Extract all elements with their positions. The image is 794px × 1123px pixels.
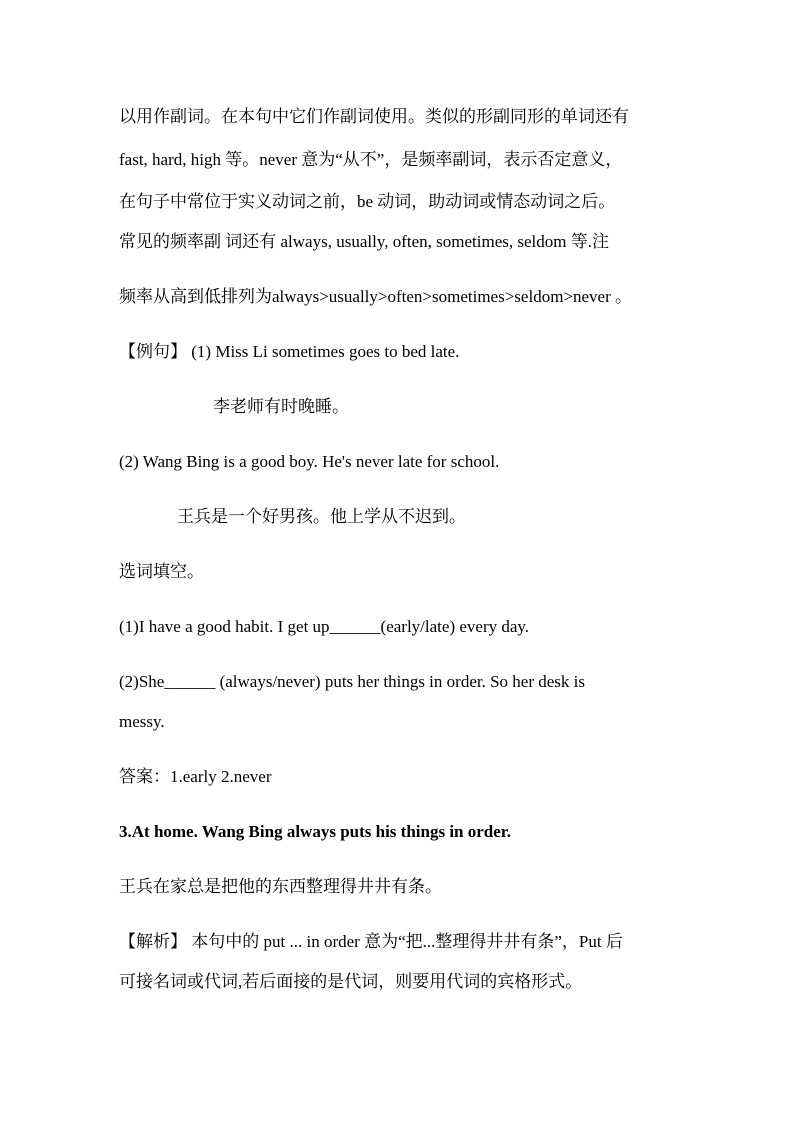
analysis-line: 可接名词或代词,若后面接的是代词，则要用代词的宾格形式。: [119, 972, 583, 991]
example-translation: 王兵是一个好男孩。他上学从不迟到。: [177, 507, 466, 526]
exercise-item-continued: messy.: [119, 712, 165, 731]
example-sentence: (2) Wang Bing is a good boy. He's never late for school.: [119, 452, 500, 471]
paragraph-line: fast, hard, high 等。never 意为“从不”，是频率副词，表示否定意义，: [119, 150, 623, 169]
section-translation: 王兵在家总是把他的东西整理得井井有条。: [119, 877, 442, 896]
example-heading: 【例句】 (1) Miss Li sometimes goes to bed late.: [119, 342, 460, 361]
exercise-title: 选词填空。: [119, 562, 204, 581]
section-heading: 3.At home. Wang Bing always puts his things in order.: [119, 822, 512, 841]
exercise-item: (2)She______ (always/never) puts her things in order. So her desk is: [119, 672, 585, 691]
exercise-item: (1)I have a good habit. I get up______(early/late) every day.: [119, 617, 530, 636]
answer-line: 答案：1.early 2.never: [119, 767, 272, 786]
paragraph-line: 以用作副词。在本句中它们作副词使用。类似的形副同形的单词还有: [119, 107, 629, 126]
paragraph-line: 频率从高到低排列为always>usually>often>sometimes>seldom>never 。: [119, 287, 633, 306]
paragraph-line: 在句子中常位于实义动词之前，be 动词，助动词或情态动词之后。: [119, 192, 616, 211]
analysis-line: 【解析】 本句中的 put ... in order 意为“把...整理得井井有条”，Put 后: [119, 932, 623, 951]
example-translation: 李老师有时晚睡。: [213, 397, 349, 416]
paragraph-line: 常见的频率副 词还有 always, usually, often, sometimes, seldom 等.注: [119, 232, 609, 251]
